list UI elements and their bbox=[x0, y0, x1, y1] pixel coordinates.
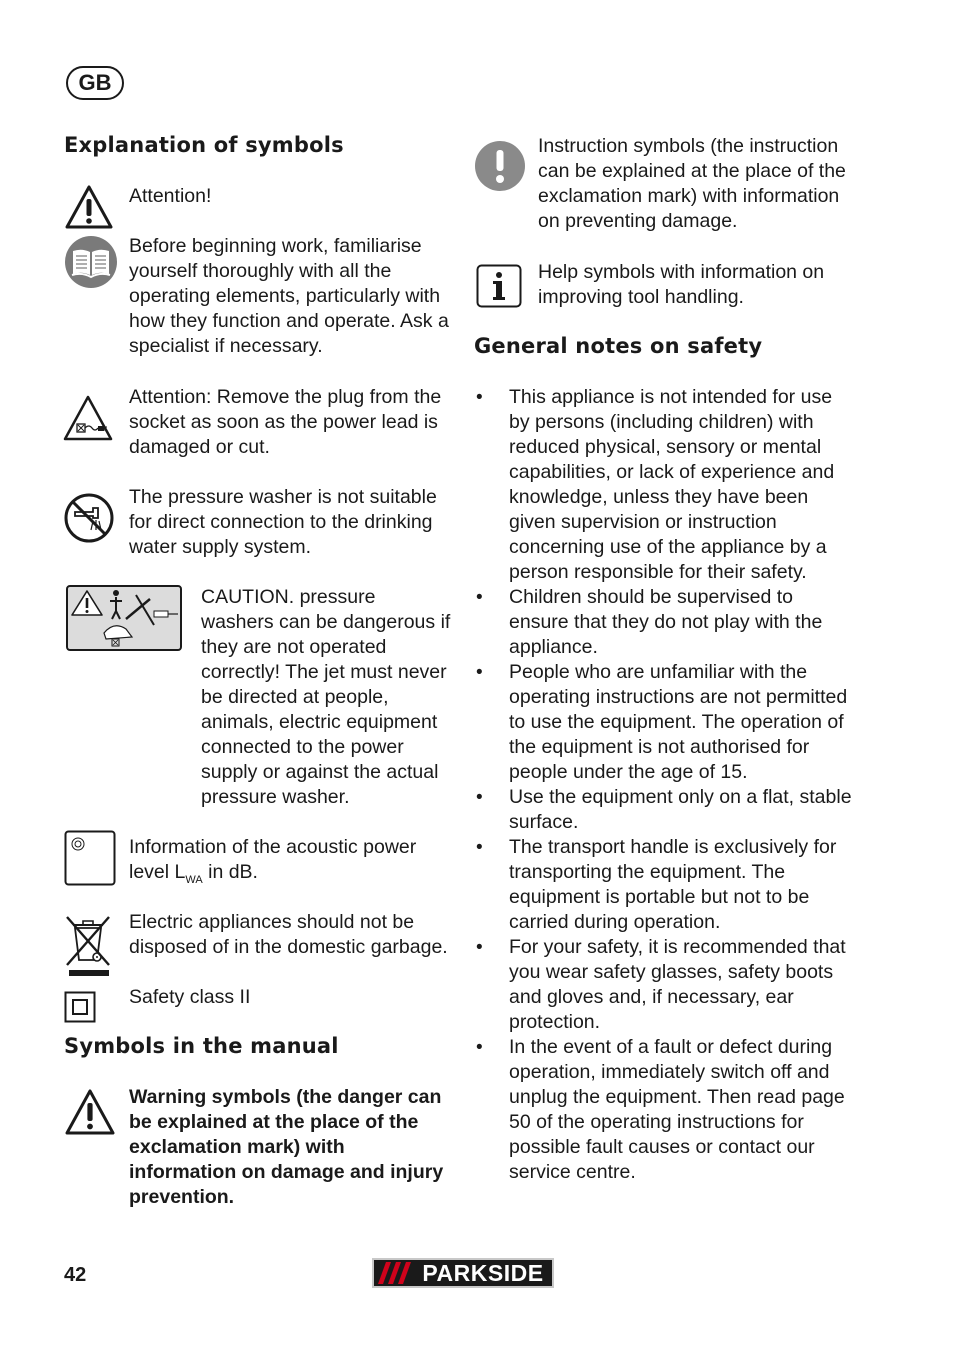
safety-list-item: • For your safety, it is recommended that you wear safety glasses, safety boots and gloves and, if necessary, ear protection. bbox=[474, 935, 858, 1035]
instruction-symbols-text: Instruction symbols (the instruction can be explained at the place of the exclamation mark) with information on preventing damage. bbox=[538, 135, 846, 232]
explanation-heading: Explanation of symbols bbox=[64, 133, 344, 157]
page-number: 42 bbox=[64, 1264, 87, 1286]
parkside-logo-text: PARKSIDE bbox=[422, 1260, 544, 1286]
instruction-exclamation-icon bbox=[474, 140, 526, 192]
acoustic-power-text bbox=[129, 835, 451, 893]
remove-plug-text: Attention: Remove the plug from the socket as soon as the power lead is damaged or cut. bbox=[129, 386, 442, 458]
read-manual-text: Before beginning work, familiarise yourself thoroughly with all the operating elements, particularly with how they function and operate. Ask a specialist if necessary. bbox=[129, 235, 449, 357]
safety-list-item: • This appliance is not intended for use by persons (including children) with reduced physical, sensory or mental capabilities, or lack of experience and knowledge, unless they have been given supervision or instruction concerning use of the appliance by a person responsible for their safety. bbox=[474, 385, 858, 585]
crossed-bin-icon bbox=[63, 913, 115, 979]
attention-text: Attention! bbox=[129, 185, 212, 207]
safety-list-item: • People who are unfamiliar with the operating instructions are not permitted to use the equipment. The operation of the equipment is not authorised for people under the age of 15. bbox=[474, 660, 858, 785]
safety-list-item: • The transport handle is exclusively for transporting the equipment. The equipment is portable but not to be carried during operation. bbox=[474, 835, 858, 935]
read-manual-icon bbox=[64, 235, 118, 289]
safety-list-item: • Children should be supervised to ensure that they do not play with the appliance. bbox=[474, 585, 858, 660]
caution-jet-label-icon bbox=[66, 585, 182, 651]
acoustic-subscript: WA bbox=[185, 873, 203, 886]
help-symbols-text: Help symbols with information on improving tool handling. bbox=[538, 261, 825, 308]
disposal-text: Electric appliances should not be disposed of in the domestic garbage. bbox=[129, 911, 448, 958]
warning-triangle-icon bbox=[64, 184, 114, 230]
acoustic-prefix: Information of the acoustic power level L bbox=[129, 836, 417, 883]
unplug-warning-icon bbox=[62, 394, 114, 442]
safety-notes-heading: General notes on safety bbox=[474, 334, 763, 358]
safety-class-ii-icon bbox=[64, 991, 96, 1023]
drinking-water-text: The pressure washer is not suitable for direct connection to the drinking water supply system. bbox=[129, 486, 437, 558]
safety-class-text: Safety class II bbox=[129, 986, 251, 1008]
warning-symbol-triangle-icon bbox=[64, 1088, 116, 1136]
safety-list-item: • In the event of a fault or defect during operation, immediately switch off and unplug the equipment. Then read page 50 of the operating instructions for possible fault causes or contact our service centre. bbox=[474, 1035, 858, 1185]
noise-level-label-icon bbox=[64, 830, 116, 886]
warning-symbols-text: Warning symbols (the danger can be explained at the place of the exclamation mark) with information on damage and injury prevention. bbox=[129, 1086, 444, 1208]
no-drinking-water-icon bbox=[63, 492, 115, 544]
safety-list bbox=[474, 385, 858, 1185]
language-badge: GB bbox=[66, 66, 124, 100]
manual-symbols-heading: Symbols in the manual bbox=[64, 1034, 339, 1058]
acoustic-suffix: in dB. bbox=[202, 861, 258, 883]
info-icon bbox=[476, 264, 522, 308]
safety-list-item: • Use the equipment only on a flat, stable surface. bbox=[474, 785, 858, 835]
caution-jet-text: CAUTION. pressure washers can be dangerous if they are not operated correctly! The jet must never be directed at people, animals, electric equipment connected to the power supply or against the actual pressure washer. bbox=[201, 586, 451, 808]
